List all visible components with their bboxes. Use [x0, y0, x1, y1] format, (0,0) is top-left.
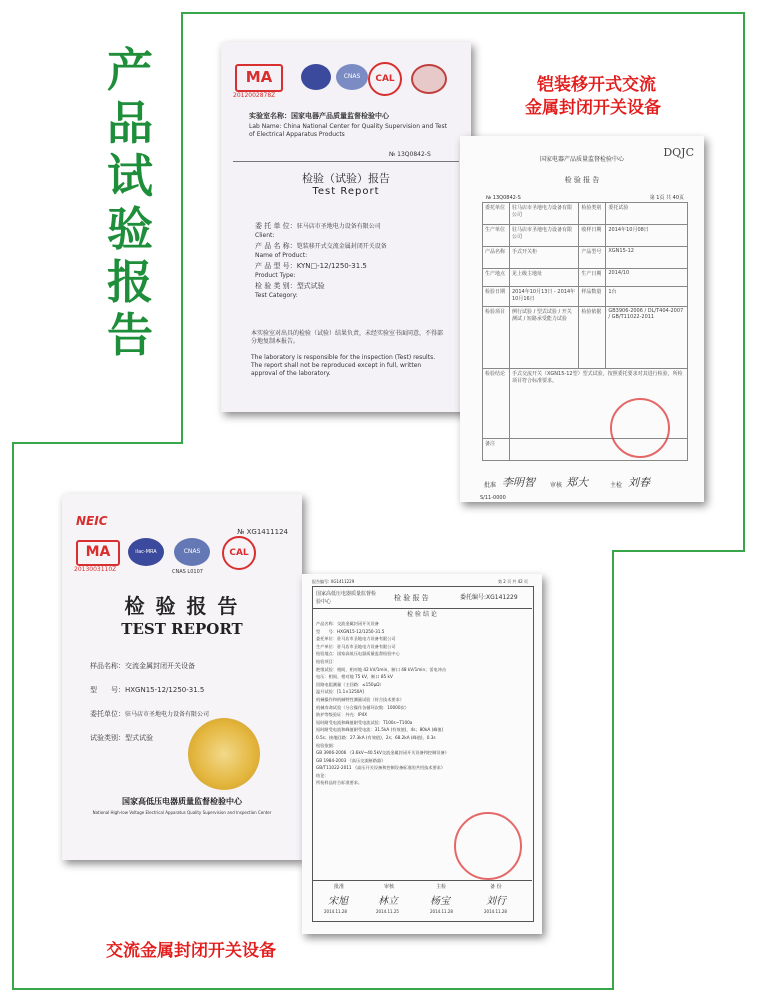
category-field	[90, 734, 153, 743]
inspection-report-table-page	[460, 136, 704, 502]
sign-date: 2014.11.28	[430, 909, 453, 914]
sign-label: 批准	[334, 884, 345, 890]
report-no: № 13Q0842-S	[389, 151, 431, 158]
caption-top-line2: 金属封闭开关设备	[525, 98, 661, 118]
product-en: Name of Product:	[255, 252, 308, 259]
sign-date: 2014.11.28	[484, 909, 507, 914]
table-key: 生产单位	[483, 225, 510, 247]
table-value: 委托试验	[606, 203, 688, 225]
sign-label: 主检	[436, 884, 447, 890]
product-field	[255, 242, 387, 251]
line: 生产单位：驻马店市圣地电力设备有限公司	[316, 643, 396, 649]
head-mid: 检 验 报 告	[394, 594, 429, 602]
table-key: 生产地点	[483, 269, 510, 287]
cal-logo	[222, 536, 256, 570]
table-key: 产品型号	[579, 247, 606, 269]
category-label: 检 验 类 别：	[255, 282, 297, 290]
cnas-logo	[336, 64, 368, 90]
ccc-logo	[411, 64, 447, 94]
table-key: 检验结论	[483, 369, 510, 439]
title-char: 告	[107, 308, 153, 362]
product-value: 铠装移开式交流金属封闭开关设备	[296, 243, 387, 250]
line: 机械操作和机械特性测量试验（符合技术要求）	[316, 696, 404, 702]
sign-divider	[312, 880, 532, 881]
table-key: 委托单位	[483, 203, 510, 225]
head-right	[460, 594, 518, 602]
line: 温升试验：[1.1×1250A]	[316, 689, 364, 695]
cma-logo	[76, 540, 120, 566]
table-value: XGN15-12	[606, 247, 688, 269]
cma-logo-text: MA	[245, 68, 273, 86]
table-key: 检验项目	[483, 307, 510, 369]
table-key: 样品数量	[579, 287, 606, 307]
frame-line-left-lower	[12, 442, 14, 989]
signature: 刘春	[628, 476, 650, 489]
section-title: 检 验 结 论	[407, 611, 437, 618]
signature: 郑大	[566, 476, 588, 489]
cover-title-en: TEST REPORT	[121, 620, 243, 638]
line: 回路电阻测量（主回路：≤150μΩ）	[316, 681, 384, 687]
line: 短时耐受电流和峰值耐受电流试验：T100s~T100a	[316, 719, 413, 725]
table-row	[483, 307, 688, 369]
frame-line-right-lower	[612, 550, 614, 989]
cover-divider	[233, 161, 459, 162]
neic-logo-text: NEIC	[76, 514, 108, 528]
table-value: 驻马店市圣地电力设备有限公司	[510, 203, 579, 225]
client-value: 驻马店市圣地电力设备有限公司	[296, 223, 381, 230]
center-name-cn: 国家高低压电器质量监督检验中心	[122, 797, 242, 806]
sign-label: 审核	[384, 884, 395, 890]
type-en: Product Type:	[255, 272, 296, 279]
cnas-code: CNAS L0107	[172, 569, 203, 575]
client-field	[90, 710, 209, 719]
page-footer: S/11-0000	[480, 495, 506, 501]
caption-bottom: 交流金属封闭开关设备	[106, 941, 276, 961]
caption-top-line1: 铠装移开式交流	[537, 75, 656, 95]
cal-logo-text: CAL	[375, 74, 395, 84]
type-field	[255, 262, 367, 271]
title-char: 验	[107, 202, 153, 256]
frame-line-left-upper	[181, 12, 183, 442]
line: 0.5s；接地回路：27.3kA (有效值)，2s；68.2kA (峰值)，0.3s	[316, 734, 436, 740]
table-key: 产品名称	[483, 247, 510, 269]
sign-label-inspector: 主检	[610, 482, 623, 489]
conclusion-lines	[316, 620, 528, 787]
line: GB/T11022-2011 《高压开关设备和控制设备标准的共用技术要求》	[316, 765, 446, 771]
sign-date: 2014.11.25	[376, 909, 399, 914]
table-value: 2014年10月13日 - 2014年10月16日	[510, 287, 579, 307]
field-label: 试验类别：	[90, 734, 125, 742]
signature: 杨宝	[430, 896, 450, 907]
field-value: HXGN15-12/1250-31.5	[125, 686, 205, 694]
category-value: 型式试验	[296, 282, 325, 290]
cover-title-en: Test Report	[312, 186, 380, 197]
head-right-label: 委托编号:	[460, 594, 487, 601]
signature: 刘行	[486, 896, 506, 907]
title-char: 产	[107, 43, 153, 97]
page-number: 第 1页 共 40页	[649, 195, 684, 201]
lab-en: China National Center for Quality Supervision and Test of Electrical Apparatus Products	[249, 123, 447, 138]
inspection-conclusion-page	[302, 574, 542, 934]
test-report-cover-neic	[62, 494, 302, 860]
signature: 林立	[378, 896, 398, 907]
lab-name-en	[249, 123, 449, 139]
neic-logo	[76, 510, 108, 529]
title-char: 试	[107, 149, 153, 203]
table-key: 检验依据	[579, 307, 606, 369]
head-divider	[312, 608, 532, 609]
type-label: 产 品 型 号：	[255, 262, 297, 270]
table-value: 2014/10	[606, 269, 688, 287]
red-seal	[454, 812, 522, 880]
table-value: 1台	[606, 287, 688, 307]
gold-seal	[188, 718, 260, 790]
field-label: 型 号：	[90, 686, 125, 694]
table-row	[483, 203, 688, 225]
model-field	[90, 686, 204, 695]
cnas-logo-text: CNAS	[343, 73, 361, 80]
ilac-logo	[128, 538, 164, 566]
red-seal	[610, 398, 670, 458]
cover-title-cn: 检验（试验）报告	[302, 172, 390, 185]
field-value: 交流金属封闭开关设备	[125, 662, 195, 670]
product-label: 产 品 名 称：	[255, 242, 297, 250]
table-row	[483, 247, 688, 269]
type-value: KYN□-12/1250-31.5	[296, 262, 367, 270]
table-key: 生产日期	[579, 269, 606, 287]
table-row	[483, 269, 688, 287]
cma-logo-text: MA	[85, 544, 111, 560]
line: GB 1984-2003 《高压交流断路器》	[316, 757, 386, 763]
product-test-report-title	[102, 44, 158, 362]
table-value: 例行试验 / 型式试验 / 开关测试 / 短路承受能力试验	[510, 307, 579, 369]
sign-label-approve: 批准	[484, 482, 497, 489]
table-value: GB3906-2006 / DL/T404-2007 / GB/T11022-2011	[606, 307, 688, 369]
ilac-logo-text: ilac-MRA	[135, 549, 157, 555]
table-value: 2014年10月08日	[606, 225, 688, 247]
test-report-cover-kyn	[221, 42, 471, 412]
client-label: 委 托 单 位：	[255, 222, 297, 230]
conclusion-text: 手式交流开关（XGN15-12型）型式试验，按照委托要求对其进行检验，所检项目符合标准要求。	[510, 369, 688, 439]
line: 防护等级验证：外壳：IP4X	[316, 712, 368, 718]
page-header: 国家电器产品质量监督检验中心	[539, 156, 624, 163]
cnas-logo-text: CNAS	[183, 548, 201, 555]
title-char: 报	[107, 255, 153, 309]
cma-logo	[235, 64, 283, 92]
line: 所检样品符合标准要求。	[316, 780, 363, 786]
center-name-en: National High-low Voltage Electrical Apparatus Quality Supervision and Inspection Center	[92, 810, 272, 815]
cma-code: 2013003110Z	[74, 566, 117, 573]
cnas-logo	[174, 538, 210, 566]
head-left: 国家高低压电器质量监督检验中心	[316, 591, 377, 605]
field-label: 样品名称：	[90, 662, 125, 670]
table-key: 收样日期	[579, 225, 606, 247]
corner-code: DQJC	[663, 146, 694, 159]
cma-code: 2012002878Z	[233, 92, 276, 99]
note-cn: 本实验室对出具的检验（试验）结果负责，未经实验室书面同意，不得部分地复制本报告。	[251, 330, 444, 345]
field-value: 驻马店市圣地电力设备有限公司	[125, 711, 210, 718]
line: 机械寿命试验（分合操作各循环次数：10000次）	[316, 704, 409, 710]
category-field	[255, 282, 325, 291]
table-key: 检验类别	[579, 203, 606, 225]
sign-date: 2014.11.28	[324, 909, 347, 914]
sample-field	[90, 662, 195, 671]
cal-logo	[368, 62, 402, 96]
line: 绝缘试验：相间、相对地 42 kV/1min，断口 48 kV/1min；雷电冲击	[316, 666, 447, 672]
table-key: 备注	[483, 439, 510, 461]
line: 结论：	[316, 772, 329, 778]
line: 短时耐受电流和峰值耐受电流：31.5kA (有效值)，4s；80kA (峰值)	[316, 727, 444, 733]
line: 产品名称：交流金属封闭开关设备	[316, 621, 379, 626]
lab-cn: 国家电器产品质量监督检验中心	[291, 112, 389, 120]
line: 检验项目：	[316, 658, 337, 664]
note-en: The laboratory is responsible for the inspection (Test) results. The report shall not be reproduced except in full, written approval of the laboratory.	[251, 354, 436, 377]
title-char: 品	[107, 96, 153, 150]
client-en: Client:	[255, 232, 275, 239]
table-value: 手式开关柜	[510, 247, 579, 269]
lab-label: 实验室名称：	[249, 112, 291, 120]
top-page: 第 2 页 共 42 页	[498, 579, 528, 584]
line: 委托单位：驻马店市圣地电力设备有限公司	[316, 636, 396, 642]
frame-line-top	[181, 12, 744, 14]
line: 检验地点：国家高低压电器质量监督检验中心	[316, 651, 400, 657]
category-en: Test Category:	[255, 292, 298, 299]
cover-title-cn: 检 验 报 告	[124, 594, 240, 618]
table-key: 检验日期	[483, 287, 510, 307]
signature: 宋旭	[328, 896, 348, 907]
frame-line-bottom	[12, 988, 614, 990]
signature: 李明智	[502, 476, 535, 489]
client-field	[255, 222, 381, 231]
lab-en-label: Lab Name:	[249, 123, 282, 130]
frame-line-middle	[12, 442, 183, 444]
head-right-value: XG141229	[486, 594, 518, 601]
sign-label: 备 份	[490, 884, 502, 890]
table-row	[483, 287, 688, 307]
lab-name-line	[249, 112, 389, 121]
line: 型 号：HXGN15-12/1250-31.5	[316, 628, 385, 634]
line: 电压：相间、相对地 75 kV，断口 85 kV	[316, 674, 393, 680]
table-row	[483, 225, 688, 247]
page-ref: № 13Q0842-S	[486, 195, 521, 201]
cal-logo-text: CAL	[229, 548, 249, 558]
field-label: 委托单位：	[90, 710, 125, 718]
table-value: 驻马店市圣地电力设备有限公司	[510, 225, 579, 247]
frame-line-right-upper	[743, 12, 745, 550]
sign-label-review: 审核	[550, 482, 563, 489]
frame-line-step	[612, 550, 745, 552]
report-no: № XG1411124	[237, 528, 288, 536]
table-value: 见上级主地址	[510, 269, 579, 287]
ilac-logo	[301, 64, 331, 90]
top-ref: 报告编号: XG1411229	[312, 579, 355, 584]
line: GB 3906-2006 《3.6kV~40.5kV交流金属封闭开关设备和控制设备》	[316, 750, 449, 756]
page-title: 检 验 报 告	[564, 176, 600, 184]
line: 检验依据：	[316, 742, 337, 748]
field-value: 型式试验	[125, 734, 153, 742]
